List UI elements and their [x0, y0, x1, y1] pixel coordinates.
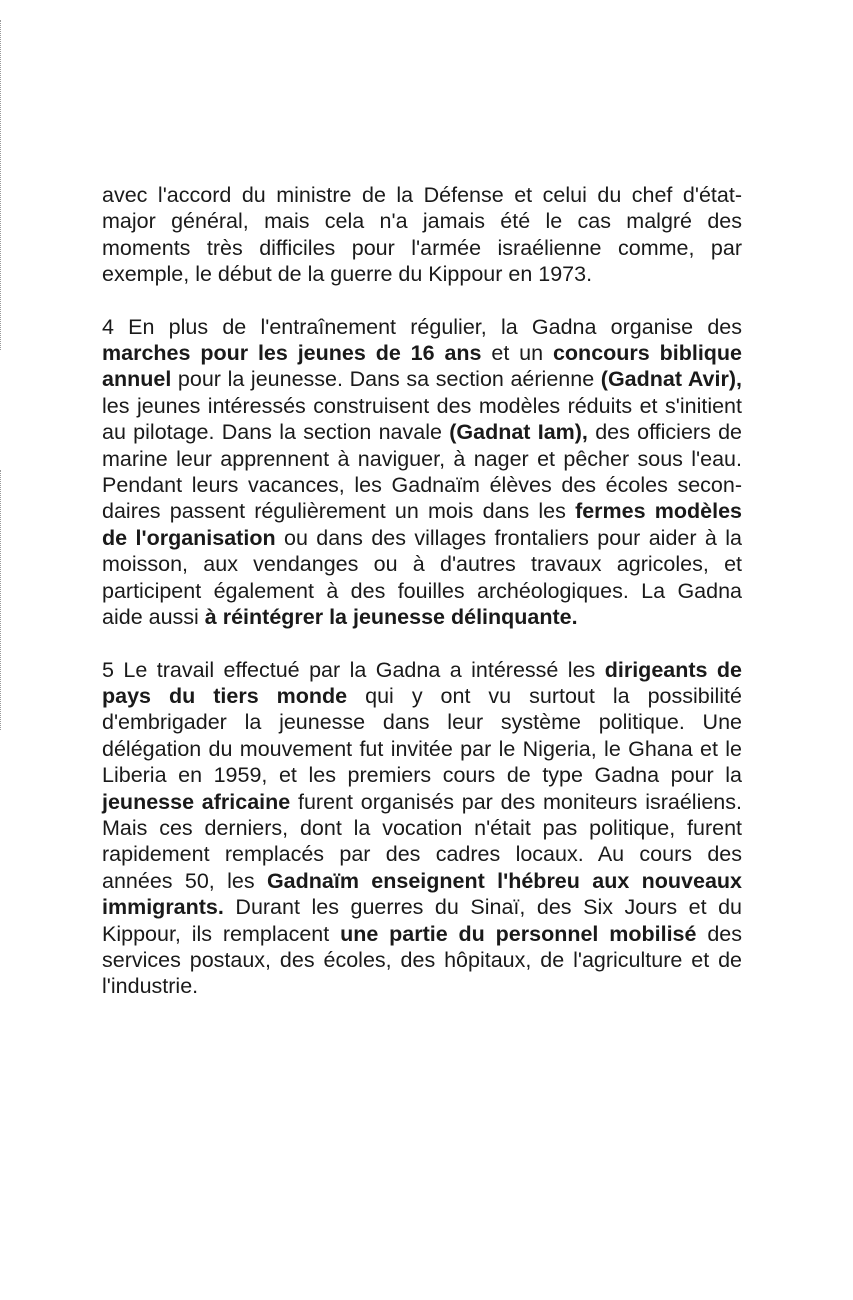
scan-edge-mark — [0, 470, 2, 730]
text-run: 5 Le travail effectué par la Gadna a intéressé les — [102, 657, 605, 682]
bold-phrase: dirigeants de pays du tiers monde — [102, 657, 743, 708]
paragraph-intro — [102, 182, 742, 288]
text-run: les jeunes intéressés construisent des modèles réduits et s'initient au pilotage. Dans la section navale — [102, 393, 742, 445]
text-run: et un — [481, 341, 553, 366]
bold-phrase: (Gadnat Avir), — [600, 367, 742, 392]
bold-phrase: (Gadnat Iam), — [449, 420, 588, 445]
paragraph-4 — [102, 314, 742, 631]
bold-phrase: une partie du personnel mobilisé — [340, 921, 697, 946]
text-run: furent organisés par des moniteurs israéliens. Mais ces derniers, dont la vocation n'était pas politique, furent rapidement remplacés par des cadres locaux. Au cours des années 50, les — [102, 789, 742, 893]
text-run: ou dans des villages frontaliers pour aider à la moisson, aux vendanges ou à d'autres travaux agricoles, et participent également à des fouilles archéologiques. La Gadna aide aussi — [102, 525, 742, 630]
text-run: qui y ont vu surtout la possibilité d'embrigader la jeunesse dans leur système politique. Une délégation du mouvement fut invitée par le Nigeria, le Ghana et le Liberia en 1959, et les premiers cours de type Gadna pour la — [102, 683, 742, 788]
text-run: des services postaux, des écoles, des hôpitaux, de l'agriculture et de l'industrie. — [102, 921, 742, 999]
bold-phrase: fermes modèles de l'organisation — [102, 499, 742, 550]
text-run: Durant les guerres du Sinaï, des Six Jours et du Kippour, ils remplacent — [102, 895, 742, 946]
text-run: pour la jeunesse. Dans sa section aérienne — [171, 367, 601, 392]
text-run: des officiers de marine leur apprennent à naviguer, à nager et pêcher sous l'eau. Pendant leurs vacances, les Gadnaïm élèves des écoles secondaires passent régulièrement un mois dans les — [102, 420, 742, 524]
text-run: 4 En plus de l'entraînement régulier, la Gadna organise des — [102, 314, 742, 339]
text-run: avec l'accord du ministre de la Défense et celui du chef d'état-major général, mais cela n'a jamais été le cas malgré des moments très difficiles pour l'armée israélienne comme, par exemple, le début de la guerre du Kippour en 1973. — [102, 183, 742, 287]
bold-phrase: jeunesse africaine — [102, 789, 291, 814]
bold-phrase: marches pour les jeunes de 16 ans — [102, 341, 482, 366]
page-body — [102, 182, 742, 1000]
paragraph-5 — [102, 657, 742, 1000]
bold-phrase: à réintégrer la jeunesse délinquante. — [204, 605, 578, 630]
bold-phrase: concours biblique annuel — [102, 341, 743, 392]
bold-phrase: Gadnaïm enseignent l'hébreu aux nouveaux immigrants. — [102, 868, 742, 920]
scan-edge-mark — [0, 20, 2, 350]
